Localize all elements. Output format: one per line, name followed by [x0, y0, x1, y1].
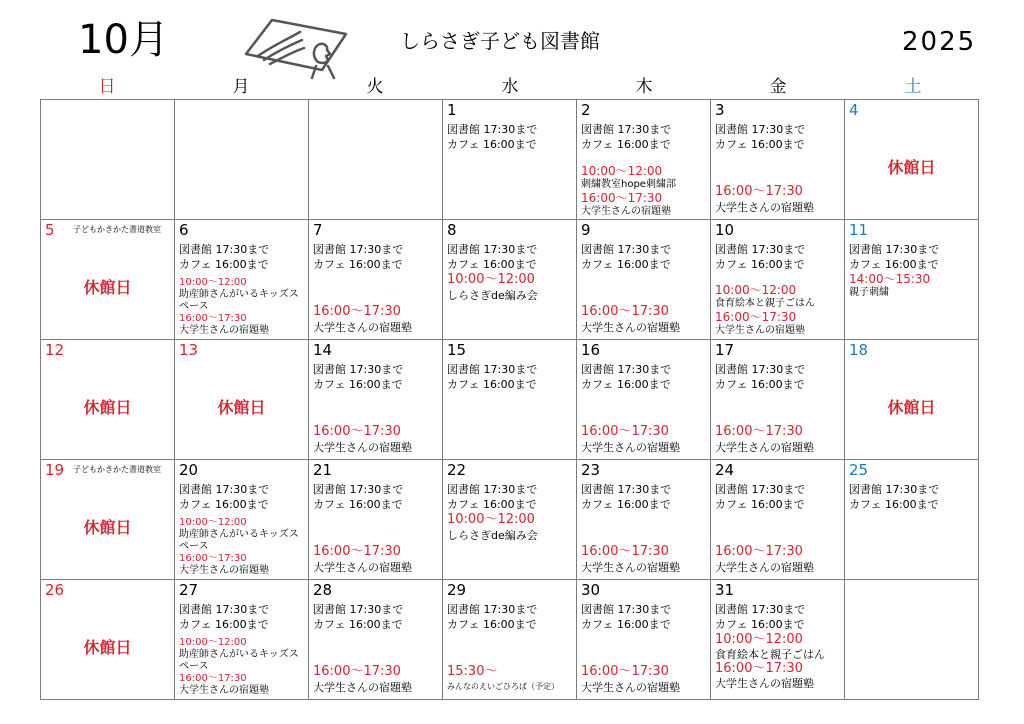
hours [849, 482, 976, 512]
event-time: 16:00〜17:30 [581, 304, 669, 319]
event-minna [447, 664, 574, 694]
day-cell[interactable] [443, 340, 577, 460]
date-number: 20 [179, 461, 199, 479]
closed-label: 休館日 [83, 278, 132, 297]
library-hours: 図書館 17:30まで [447, 243, 538, 256]
event-name: 大学生さんの宿題塾 [313, 321, 412, 334]
date-number: 11 [849, 221, 869, 239]
day-cell[interactable] [443, 460, 577, 580]
date-number: 2 [581, 101, 591, 119]
library-hours: 図書館 17:30まで [715, 363, 806, 376]
date-number: 21 [313, 461, 333, 479]
event-midwife [179, 277, 306, 337]
day-cell-empty [845, 580, 979, 700]
event-knitting [447, 272, 574, 303]
day-cell[interactable] [711, 580, 845, 700]
calligraphy-class-note: 子どもかきかた書道教室 [73, 225, 161, 234]
event-embroidery [581, 164, 708, 218]
cafe-hours: カフェ 16:00まで [581, 618, 671, 631]
event-time: 16:00〜17:30 [715, 424, 803, 439]
hours [581, 242, 708, 272]
day-cell[interactable] [845, 220, 979, 340]
cafe-hours: カフェ 16:00まで [581, 258, 671, 271]
cafe-hours: カフェ 16:00まで [715, 618, 805, 631]
hours [581, 482, 708, 512]
hours [447, 482, 574, 512]
event-midwife [179, 517, 306, 577]
event-time: 10:00〜12:00 [179, 277, 247, 288]
library-hours: 図書館 17:30まで [179, 483, 270, 496]
week-row [41, 220, 979, 340]
date-number: 25 [849, 461, 869, 479]
cafe-hours: カフェ 16:00まで [581, 378, 671, 391]
date-number: 14 [313, 341, 333, 359]
cafe-hours: カフェ 16:00まで [179, 618, 269, 631]
event-name: 大学生さんの宿題塾 [313, 561, 412, 574]
day-cell[interactable] [41, 580, 175, 700]
day-cell[interactable] [175, 340, 309, 460]
cafe-hours: カフェ 16:00まで [179, 258, 269, 271]
day-cell[interactable] [845, 100, 979, 220]
event-name: 大学生さんの宿題塾 [581, 321, 680, 334]
date-number: 12 [45, 341, 65, 359]
event-name: 大学生さんの宿題塾 [715, 677, 814, 690]
event-time: 10:00〜12:00 [447, 272, 535, 287]
day-cell[interactable] [41, 460, 175, 580]
event-time: 16:00〜17:30 [179, 553, 247, 564]
hours [447, 602, 574, 632]
event-homework [715, 544, 842, 575]
cafe-hours: カフェ 16:00まで [849, 498, 939, 511]
hours [715, 122, 842, 152]
event-homework [715, 424, 842, 455]
hours [313, 362, 440, 392]
date-number: 17 [715, 341, 735, 359]
event-homework [313, 544, 440, 575]
library-hours: 図書館 17:30まで [715, 603, 806, 616]
closed-label: 休館日 [83, 518, 132, 537]
event-homework [313, 664, 440, 695]
library-hours: 図書館 17:30まで [447, 123, 538, 136]
event-name: みんなのえいごひろば（予定） [447, 682, 559, 691]
event-oyako [849, 272, 976, 299]
event-time: 16:00〜17:30 [715, 184, 803, 199]
date-number: 29 [447, 581, 467, 599]
event-homework [313, 424, 440, 455]
event-time: 16:00〜17:30 [313, 544, 401, 559]
hours [581, 362, 708, 392]
event-midwife [179, 637, 306, 697]
month-title: 10月 [78, 17, 169, 63]
event-knitting [447, 512, 574, 543]
event-time: 16:00〜17:30 [179, 673, 247, 684]
hours [715, 602, 842, 632]
day-cell[interactable] [711, 340, 845, 460]
hours [179, 482, 306, 512]
date-number: 26 [45, 581, 65, 599]
event-homework [581, 544, 708, 575]
library-hours: 図書館 17:30まで [715, 123, 806, 136]
day-cell[interactable] [41, 340, 175, 460]
event-time: 15:30〜 [447, 664, 498, 679]
library-hours: 図書館 17:30まで [715, 483, 806, 496]
event-name: 食育絵本と親子ごはん [715, 648, 825, 661]
event-name: しらさぎde編み会 [447, 529, 538, 542]
cafe-hours: カフェ 16:00まで [313, 258, 403, 271]
cafe-hours: カフェ 16:00まで [313, 378, 403, 391]
event-name: 刺繍教室hope刺繍部 [581, 179, 676, 190]
date-number: 8 [447, 221, 457, 239]
cafe-hours: カフェ 16:00まで [715, 378, 805, 391]
event-food [715, 632, 842, 690]
library-hours: 図書館 17:30まで [581, 483, 672, 496]
event-time: 16:00〜17:30 [313, 424, 401, 439]
date-number: 28 [313, 581, 333, 599]
date-number: 16 [581, 341, 601, 359]
library-hours: 図書館 17:30まで [849, 483, 940, 496]
hours [179, 602, 306, 632]
hours [313, 482, 440, 512]
event-name: 大学生さんの宿題塾 [179, 565, 269, 576]
hours [581, 122, 708, 152]
library-hours: 図書館 17:30まで [581, 243, 672, 256]
event-name: 助産師さんがいるキッズスペース [179, 289, 299, 312]
cafe-hours: カフェ 16:00まで [313, 498, 403, 511]
library-hours: 図書館 17:30まで [447, 483, 538, 496]
event-homework [313, 304, 440, 335]
library-hours: 図書館 17:30まで [447, 603, 538, 616]
event-name: しらさぎde編み会 [447, 289, 538, 302]
event-time: 16:00〜17:30 [715, 544, 803, 559]
date-number: 3 [715, 101, 725, 119]
day-cell[interactable] [309, 340, 443, 460]
year-label: 2025 [902, 27, 977, 57]
event-name: 大学生さんの宿題塾 [179, 325, 269, 336]
event-time: 16:00〜17:30 [715, 661, 803, 676]
day-cell[interactable] [443, 100, 577, 220]
event-name: 助産師さんがいるキッズスペース [179, 649, 299, 672]
event-name: 大学生さんの宿題塾 [581, 561, 680, 574]
date-number: 30 [581, 581, 601, 599]
closed-label: 休館日 [217, 398, 266, 417]
weekday-saturday: 土 [904, 77, 922, 97]
event-name: 大学生さんの宿題塾 [715, 325, 805, 336]
hours [715, 242, 842, 272]
event-time: 10:00〜12:00 [715, 283, 797, 297]
weekday-monday: 月 [232, 77, 250, 97]
cafe-hours: カフェ 16:00まで [447, 378, 537, 391]
event-time: 16:00〜17:30 [581, 664, 669, 679]
weekday-sunday: 日 [98, 77, 116, 97]
library-hours: 図書館 17:30まで [179, 603, 270, 616]
date-number: 13 [179, 341, 199, 359]
library-hours: 図書館 17:30まで [715, 243, 806, 256]
event-time: 16:00〜17:30 [715, 310, 797, 324]
hours [447, 242, 574, 272]
day-cell[interactable] [443, 580, 577, 700]
day-cell[interactable] [577, 580, 711, 700]
closed-label: 休館日 [83, 638, 132, 657]
calligraphy-class-note: 子どもかきかた書道教室 [73, 465, 161, 474]
hours [313, 242, 440, 272]
library-hours: 図書館 17:30まで [313, 243, 404, 256]
date-number: 7 [313, 221, 323, 239]
hours [715, 362, 842, 392]
closed-label: 休館日 [83, 398, 132, 417]
day-cell[interactable] [577, 460, 711, 580]
week-row [41, 460, 979, 580]
day-cell-empty [309, 100, 443, 220]
day-cell[interactable] [577, 340, 711, 460]
cafe-hours: カフェ 16:00まで [581, 498, 671, 511]
hours [715, 482, 842, 512]
event-name: 大学生さんの宿題塾 [715, 201, 814, 214]
library-hours: 図書館 17:30まで [447, 363, 538, 376]
event-time: 16:00〜17:30 [313, 304, 401, 319]
day-cell[interactable] [711, 100, 845, 220]
closed-label: 休館日 [887, 158, 936, 177]
weekday-tuesday: 火 [366, 77, 384, 97]
week-row [41, 580, 979, 700]
date-number: 18 [849, 341, 869, 359]
event-name: 食育絵本と親子ごはん [715, 298, 815, 309]
day-cell[interactable] [41, 220, 175, 340]
day-cell[interactable] [577, 100, 711, 220]
day-cell-empty [41, 100, 175, 220]
event-time: 16:00〜17:30 [313, 664, 401, 679]
library-name: しらさぎ子ども図書館 [400, 29, 600, 53]
date-number: 23 [581, 461, 601, 479]
library-hours: 図書館 17:30まで [581, 603, 672, 616]
event-time: 10:00〜12:00 [179, 637, 247, 648]
day-cell[interactable] [175, 460, 309, 580]
event-time: 14:00〜15:30 [849, 272, 931, 286]
library-hours: 図書館 17:30まで [313, 483, 404, 496]
hours [581, 602, 708, 632]
library-hours: 図書館 17:30まで [313, 363, 404, 376]
event-name: 大学生さんの宿題塾 [581, 206, 671, 217]
date-number: 10 [715, 221, 735, 239]
book-reading-logo-icon [242, 16, 352, 80]
library-hours: 図書館 17:30まで [581, 123, 672, 136]
library-hours: 図書館 17:30まで [179, 243, 270, 256]
cafe-hours: カフェ 16:00まで [849, 258, 939, 271]
date-number: 22 [447, 461, 467, 479]
event-homework [715, 184, 842, 215]
calendar-grid [40, 99, 979, 700]
event-food [715, 283, 842, 337]
event-time: 16:00〜17:30 [581, 191, 663, 205]
day-cell[interactable] [577, 220, 711, 340]
day-cell[interactable] [845, 460, 979, 580]
cafe-hours: カフェ 16:00まで [179, 498, 269, 511]
library-hours: 図書館 17:30まで [313, 603, 404, 616]
day-cell[interactable] [309, 220, 443, 340]
event-name: 大学生さんの宿題塾 [715, 561, 814, 574]
day-cell[interactable] [711, 460, 845, 580]
cafe-hours: カフェ 16:00まで [313, 618, 403, 631]
day-cell[interactable] [443, 220, 577, 340]
hours [447, 122, 574, 152]
weekday-thursday: 木 [635, 77, 653, 97]
cafe-hours: カフェ 16:00まで [715, 258, 805, 271]
event-name: 親子刺繍 [849, 287, 889, 298]
event-time: 16:00〜17:30 [581, 424, 669, 439]
cafe-hours: カフェ 16:00まで [447, 618, 537, 631]
date-number: 15 [447, 341, 467, 359]
day-cell[interactable] [175, 580, 309, 700]
date-number: 27 [179, 581, 199, 599]
week-row [41, 340, 979, 460]
date-number: 6 [179, 221, 189, 239]
cafe-hours: カフェ 16:00まで [447, 258, 537, 271]
date-number: 9 [581, 221, 591, 239]
cafe-hours: カフェ 16:00まで [715, 138, 805, 151]
hours [313, 602, 440, 632]
event-time: 16:00〜17:30 [179, 313, 247, 324]
cafe-hours: カフェ 16:00まで [581, 138, 671, 151]
week-row [41, 100, 979, 220]
event-name: 大学生さんの宿題塾 [715, 441, 814, 454]
date-number: 24 [715, 461, 735, 479]
event-time: 10:00〜12:00 [447, 512, 535, 527]
event-homework [581, 424, 708, 455]
date-number: 5 [45, 221, 55, 239]
event-time: 16:00〜17:30 [581, 544, 669, 559]
day-cell[interactable] [175, 220, 309, 340]
day-cell-empty [175, 100, 309, 220]
event-name: 大学生さんの宿題塾 [581, 681, 680, 694]
date-number: 31 [715, 581, 735, 599]
cafe-hours: カフェ 16:00まで [715, 498, 805, 511]
date-number: 1 [447, 101, 457, 119]
event-name: 大学生さんの宿題塾 [313, 681, 412, 694]
event-homework [581, 664, 708, 695]
event-name: 大学生さんの宿題塾 [313, 441, 412, 454]
date-number: 19 [45, 461, 65, 479]
day-cell[interactable] [309, 580, 443, 700]
closed-label: 休館日 [887, 398, 936, 417]
library-hours: 図書館 17:30まで [849, 243, 940, 256]
cafe-hours: カフェ 16:00まで [447, 138, 537, 151]
date-number: 4 [849, 101, 859, 119]
weekday-wednesday: 水 [501, 77, 519, 97]
day-cell[interactable] [309, 460, 443, 580]
library-hours: 図書館 17:30まで [581, 363, 672, 376]
cafe-hours: カフェ 16:00まで [447, 498, 537, 511]
event-name: 助産師さんがいるキッズスペース [179, 529, 299, 552]
hours [179, 242, 306, 272]
hours [447, 362, 574, 392]
day-cell[interactable] [711, 220, 845, 340]
event-name: 大学生さんの宿題塾 [179, 685, 269, 696]
hours [849, 242, 976, 272]
event-time: 10:00〜12:00 [715, 632, 803, 647]
event-name: 大学生さんの宿題塾 [581, 441, 680, 454]
event-time: 10:00〜12:00 [581, 164, 663, 178]
event-time: 10:00〜12:00 [179, 517, 247, 528]
event-homework [581, 304, 708, 335]
day-cell[interactable] [845, 340, 979, 460]
weekday-friday: 金 [769, 77, 787, 97]
